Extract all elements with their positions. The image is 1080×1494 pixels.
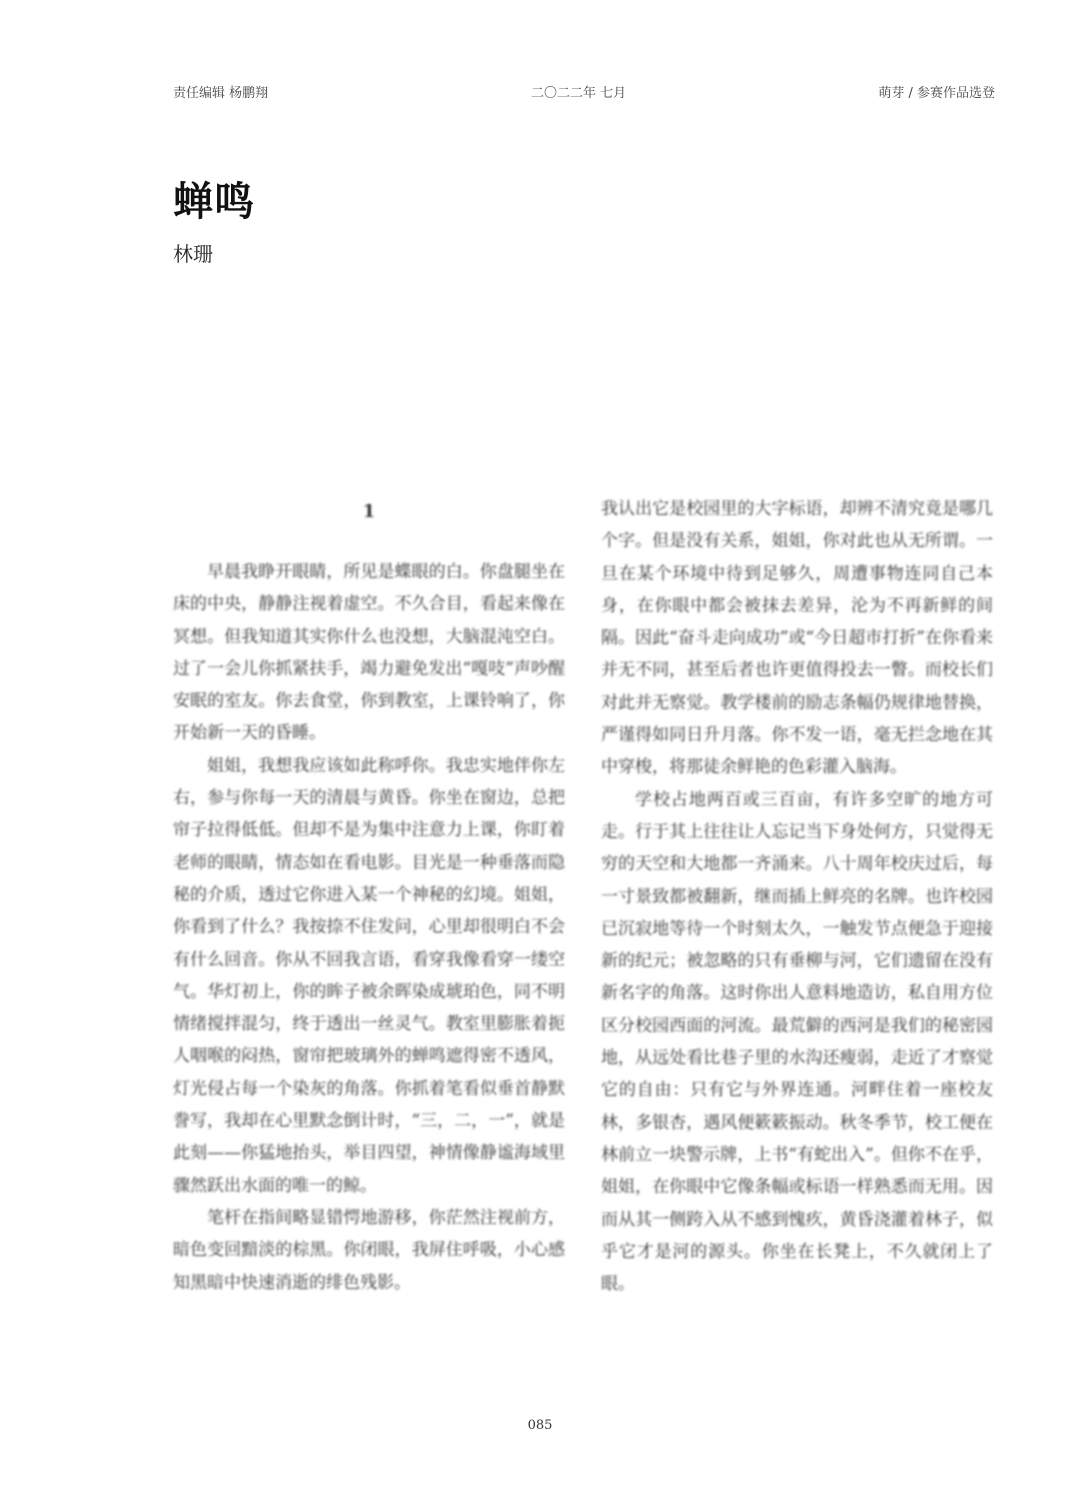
article-title: 蝉鸣 bbox=[173, 178, 255, 225]
paragraph: 笔杆在指间略显错愕地游移，你茫然注视前方，暗色变回黯淡的棕黑。你闭眼，我屏住呼吸，小心感知黑暗中快速消逝的绯色残影。 bbox=[173, 1207, 565, 1293]
paragraph-continued: 我认出它是校园里的大字标语，却辨不清究竟是哪几个字。但是没有关系，姐姐，你对此也从无所谓。一旦在某个环境中待到足够久，周遭事物连同自己本身，在你眼中都会被抹去差异，沦为不再新鲜的间隔。因此“奋斗走向成功”或“今日超市打折”在你看来并无不同，甚至后者也许更值得投去一瞥。而校长们对此并无察觉。教学楼前的励志条幅仍规律地替换，严谨得如同日升月落。你不发一语，毫无拦念地在其中穿梭，将那徒余鲜艳的色彩灌入脑海。 bbox=[601, 499, 993, 778]
editor-credit: 责任编辑 杨鹏翔 bbox=[173, 86, 269, 101]
page-header bbox=[173, 82, 995, 104]
body-column-right bbox=[601, 493, 993, 1300]
body-column-left bbox=[173, 496, 565, 1299]
paragraph: 早晨我睁开眼睛，所见是蝶眼的白。你盘腿坐在床的中央，静静注视着虚空。不久合目，看起来像在冥想。但我知道其实你什么也没想，大脑混沌空白。过了一会儿你抓紧扶手，竭力避免发出“嘎吱”声吵醒安眠的室友。你去食堂，你到教室，上课铃响了，你开始新一天的昏睡。 bbox=[173, 562, 565, 744]
section-label: 萌芽 / 参赛作品选登 bbox=[878, 86, 995, 101]
paragraph: 学校占地两百或三百亩，有许多空旷的地方可走。行于其上往往让人忘记当下身处何方，只觉得无穷的天空和大地都一齐涌来。八十周年校庆过后，每一寸景致都被翻新，继而插上鲜亮的名牌。也许校园已沉寂地等待一个时刻太久，一触发节点便急于迎接新的纪元；被忽略的只有垂柳与河，它们遗留在没有新名字的角落。这时你出人意料地造访，私自用方位区分校园西面的河流。最荒僻的西河是我们的秘密园地，从远处看比巷子里的水沟还瘦弱，走近了才察觉它的自由：只有它与外界连通。河畔住着一座校友林，多银杏，遇风便簌簌振动。秋冬季节，校工便在林前立一块警示牌，上书“有蛇出入”。但你不在乎，姐姐，在你眼中它像条幅或标语一样熟悉而无用。因而从其一侧跨入从不感到愧疚，黄昏浇灌着林子，似乎它才是河的源头。你坐在长凳上，不久就闭上了眼。 bbox=[601, 789, 993, 1295]
article-author: 林珊 bbox=[173, 242, 213, 266]
paragraph: 姐姐，我想我应该如此称呼你。我忠实地伴你左右，参与你每一天的清晨与黄昏。你坐在窗边，总把帘子拉得低低。但却不是为集中注意力上课，你盯着老师的眼睛，情态如在看电影。目光是一种垂落而隐秘的介质，透过它你进入某一个神秘的幻境。姐姐，你看到了什么？我按捺不住发问，心里却很明白不会有什么回音。你从不回我言语，看穿我像看穿一缕空气。华灯初上，你的眸子被余晖染成琥珀色，同不明情绪搅拌混匀，终于透出一丝灵气。教室里膨胀着扼人咽喉的闷热，窗帘把玻璃外的蝉鸣遮得密不透风，灯光侵占每一个染灰的角落。你抓着笔看似垂首静默誊写，我却在心里默念倒计时，“三，二，一”，就是此刻——你猛地抬头，举目四望，神情像静谧海域里骤然跃出水面的唯一的鲸。 bbox=[173, 755, 565, 1196]
section-number: 1 bbox=[362, 501, 376, 522]
page-number: 085 bbox=[527, 1418, 553, 1433]
issue-date: 二〇二二年 七月 bbox=[531, 86, 627, 101]
